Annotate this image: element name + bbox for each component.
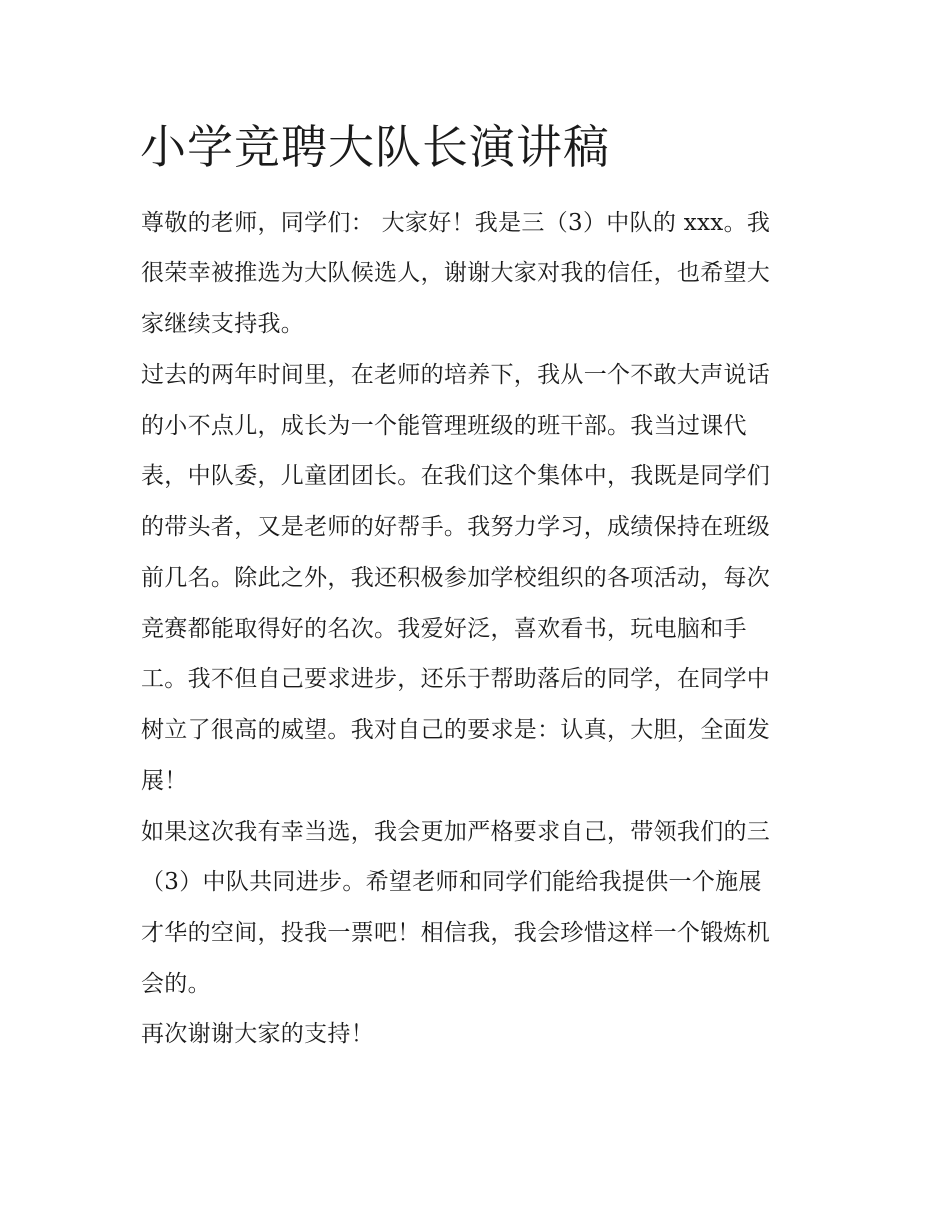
body-line: 竞赛都能取得好的名次。我爱好泛，喜欢看书，玩电脑和手 — [141, 616, 747, 642]
body-line: （3）中队共同进步。希望老师和同学们能给我提供一个施展 — [141, 869, 762, 895]
body-line: 展！ — [141, 768, 188, 794]
body-line: 如果这次我有幸当选，我会更加严格要求自己，带领我们的三 — [141, 819, 771, 845]
body-line: 前几名。除此之外，我还积极参加学校组织的各项活动，每次 — [141, 565, 771, 591]
body-line: 才华的空间，投我一票吧！相信我，我会珍惜这样一个锻炼机 — [141, 920, 771, 946]
body-line: 会的。 — [141, 971, 211, 997]
body-line: 表，中队委，儿童团团长。在我们这个集体中，我既是同学们 — [141, 463, 771, 489]
body-line: 的小不点儿，成长为一个能管理班级的班干部。我当过课代 — [141, 413, 747, 439]
body-line: 工。我不但自己要求进步，还乐于帮助落后的同学，在同学中 — [141, 666, 771, 692]
body-line: 家继续支持我。 — [141, 311, 305, 337]
document-title: 小学竞聘大队长演讲稿 — [140, 120, 610, 174]
body-line: 尊敬的老师，同学们： 大家好！我是三（3）中队的 xxx。我 — [141, 210, 771, 236]
body-line: 过去的两年时间里，在老师的培养下，我从一个不敢大声说话 — [141, 362, 771, 388]
body-line: 的带头者，又是老师的好帮手。我努力学习，成绩保持在班级 — [141, 514, 771, 540]
body-line: 再次谢谢大家的支持！ — [141, 1021, 374, 1047]
body-line: 很荣幸被推选为大队候选人，谢谢大家对我的信任，也希望大 — [141, 260, 771, 286]
body-line: 树立了很高的威望。我对自己的要求是：认真，大胆，全面发 — [141, 717, 771, 743]
